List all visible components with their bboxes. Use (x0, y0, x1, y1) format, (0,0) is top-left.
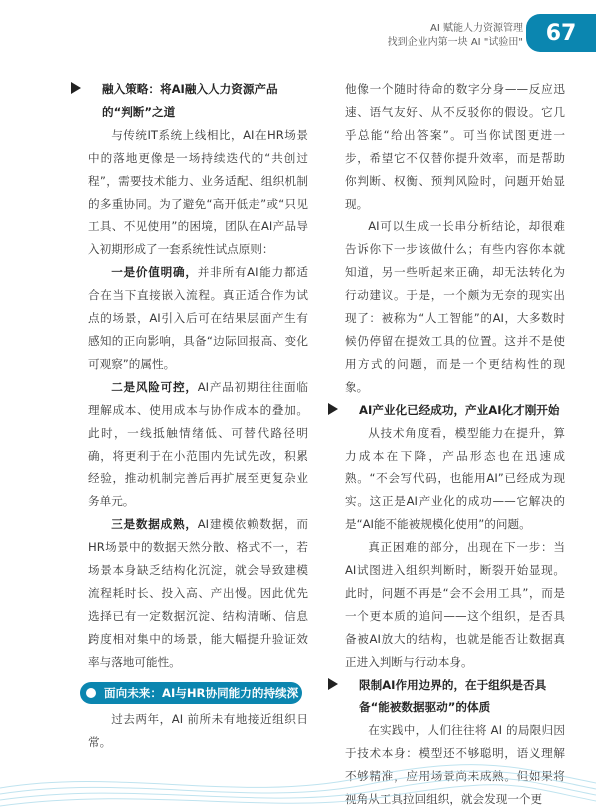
bold-lead: 一是价值明确， (111, 265, 198, 280)
section-heading-integration (88, 78, 308, 124)
left-column (88, 78, 308, 674)
section-banner (80, 682, 302, 722)
page-number: 67 (526, 14, 596, 52)
section-heading-industrialization (345, 399, 565, 422)
paragraph-data (88, 513, 308, 673)
paragraph-value (88, 261, 308, 376)
paragraph-text: 并非所有AI能力都适合在当下直接嵌入流程。真正适合作为试点的场景，AI引入后可在结果层面产生有感知的正向影响，具备“边际回报高、变化可观察”的属性。 (88, 265, 308, 371)
paragraph: AI可以生成一长串分析结论，却很难告诉你下一步该做什么；有些内容你本就知道，另一些听起来正确，却无法转化为行动建议。于是，一个颇为无奈的现实出现了：被称为“人工智能”的AI，大多数时候仍停留在提效工具的位置。这并不是使用方式的问题，而是一个更结构性的现象。 (345, 219, 565, 394)
heading-text: 限制AI作用边界的，在于组织是否具备“能被数据驱动”的体质 (359, 677, 547, 715)
triangle-bullet-icon (71, 82, 81, 94)
circle-bullet-icon (86, 688, 96, 698)
decorative-wave-pattern (0, 748, 596, 808)
bold-lead: 二是风险可控， (111, 379, 198, 394)
header-line-1: AI 赋能人力资源管理 (430, 23, 523, 34)
paragraph: 从技术角度看，模型能力在提升，算力成本在下降，产品形态也在迅速成熟。“不会写代码，也能用AI”已经成为现实。这正是AI产业化的成功——它解决的是“AI能不能被规模化使用”的问题。 (345, 425, 565, 532)
triangle-bullet-icon (328, 403, 338, 415)
paragraph: 在实践中，人们往往将 AI 的局限归因于技术本身：模型还不够聪明，语义理解不够精准，应用场景尚未成熟。但如果将视角从工具拉回组织，就会发现一个更 (345, 723, 565, 807)
paragraph-text: AI产品初期往往面临理解成本、使用成本与协作成本的叠加。此时，一线抵触情绪低、可替代路径明确，将更利于在小范围内先试先改，积累经验，推动机制完善后再扩展至更复杂业务单元。 (88, 379, 308, 509)
right-column (345, 78, 565, 811)
section-heading-boundary (345, 674, 565, 720)
banner-label: 面向未来：AI与HR协同能力的持续深化 (104, 686, 299, 722)
paragraph: 与传统IT系统上线相比，AI在HR场景中的落地更像是一场持续迭代的“共创过程”，需要技术能力、业务适配、组织机制的多重协同。为了避免“高开低走”或“只见工具、不见使用”的困境，团队在AI产品导入初期形成了一套系统性试点原则： (88, 127, 308, 257)
paragraph-future (88, 708, 308, 754)
running-header (388, 22, 523, 50)
header-line-2: 找到企业内第一块 AI "试验田" (387, 37, 523, 48)
heading-text: 融入策略：将AI融入人力资源产品的“判断”之道 (102, 82, 278, 119)
triangle-bullet-icon (328, 678, 338, 690)
bold-lead: 三是数据成熟， (111, 517, 198, 532)
paragraph-text: AI建模依赖数据，而HR场景中的数据天然分散、格式不一，若场景本身缺乏结构化沉淀，就会导致建模流程耗时长、投入高、产出慢。因此优先选择已有一定数据沉淀、结构清晰、信息跨度相对集中的场景，能大幅提升验证效率与落地可能性。 (88, 517, 308, 669)
paragraph: 过去两年，AI 前所未有地接近组织日常。 (88, 712, 308, 749)
heading-text: AI产业化已经成功，产业AI化才刚开始 (359, 402, 560, 417)
paragraph: 他像一个随时待命的数字分身——反应迅速、语气友好、从不反驳你的假设。它几乎总能“给出答案”。可当你试图更进一步，希望它不仅替你提升效率，而是帮助你判断、权衡、预判风险时，问题开始显现。 (345, 82, 565, 211)
paragraph-risk (88, 376, 308, 513)
paragraph: 真正困难的部分，出现在下一步：当AI试图进入组织判断时，断裂开始显现。此时，问题不再是“会不会用工具”，而是一个更本质的追问——这个组织，是否具备被AI放大的结构，也就是能否让数据真正进入判断与行动本身。 (345, 540, 565, 669)
